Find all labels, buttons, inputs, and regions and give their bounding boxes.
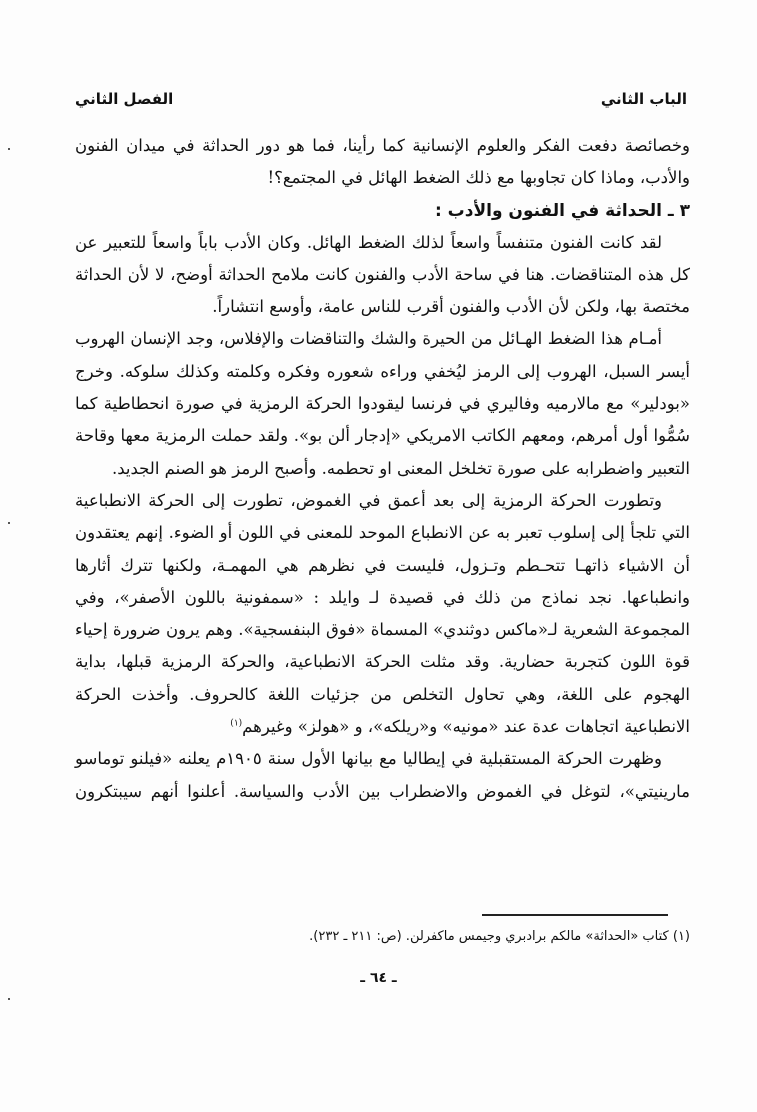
scan-speck — [8, 522, 10, 524]
paragraph-intro: وخصائصة دفعت الفكر والعلوم الإنسانية كما رأينا، فما هو دور الحداثة في ميدان الفنون والأدب، وماذا كان تجاوبها مع ذلك الضغط الهائل في المجتمع؟! — [75, 136, 690, 188]
paragraph: وظهرت الحركة المستقبلية في إيطاليا مع بيانها الأول سنة ١٩٠٥م يعلنه «فيلنو توماسو مارينيتي»، لتوغل في الغموض والاضطراب بين الأدب والسياسة. أعلنوا أنهم سيبتكرون — [75, 749, 690, 801]
chapter-title: الفصل الثاني — [75, 90, 174, 108]
page-number: ـ ٦٤ ـ — [360, 970, 397, 986]
scan-speck — [8, 148, 10, 150]
footnote-reference[interactable]: (١) — [230, 718, 243, 729]
paragraph-text: وتطورت الحركة الرمزية إلى بعد أعمق في الغموض، تطورت إلى الحركة الانطباعية التي تلجأ إلى إسلوب تعبر به عن الانطباع الموحد للمعنى في اللون أو الضوء. إنهم يعتقدون أن الاشياء ذاتهـا تتحـطم وتـزول، فليست في نظرهم هي المهمـة، ولكنها تترك أثارها وانطباعها. نجد نماذج من ذلك في قصيدة لـ وايلد : «سمفونية باللون الأصفر»، وفي المجموعة الشعرية لـ«ماكس دوثندي» المسماة «فوق البنفسجية». وهم يرون ضرورة إحياء قوة اللون كتجربة حضارية. وقد مثلت الحركة الانطباعية، والحركة الرمزية قبلها، بداية الهجوم على اللغة، وهي تحاول التخلص من جزئيات اللغة كالحروف. وأخذت الحركة الانطباعية اتجاهات عدة عند «مونيه» و«ريلكه»، و «هولز» وغيرهم — [75, 490, 690, 737]
paragraph-with-footnote — [75, 485, 690, 743]
section-heading: ٣ ـ الحداثة في الفنون والأدب : — [434, 200, 690, 221]
paragraph: لقد كانت الفنون متنفساً واسعاً لذلك الضغط الهائل. وكان الأدب باباً واسعاً للتعبير عن كل هذه المتناقضات. هنا في ساحة الأدب والفنون كانت ملامح الحداثة أوضح، لا لأن الحداثة مختصة بها، ولكن لأن الأدب والفنون أقرب للناس عامة، وأوسع انتشاراً. — [75, 232, 690, 317]
part-title: الباب الثاني — [600, 90, 687, 108]
scan-speck — [8, 998, 10, 1000]
running-header — [75, 86, 687, 112]
body-text — [75, 130, 690, 808]
footnote: (١) كتاب «الحداثة» مالكم برادبري وجيمس ماكفرلن. (ص: ٢١١ ـ ٢٣٢). — [309, 929, 690, 944]
paragraph: أمـام هذا الضغط الهـائل من الحيرة والشك والتناقضات والإفلاس، وجد الإنسان الهروب أيسر السبل، الهروب إلى الرمز ليُخفي وراءه شعوره وفكره وكلمته وكذلك سلوكه. وخرج «بودلير» مع مالارميه وفاليري في فرنسا ليقودوا الحركة الرمزية في صورة انحطاطية كما سُمُّوا أول أمرهم، ومعهم الكاتب الامريكي «إدجار ألن بو». ولقد حملت الرمزية معها وقاحة التعبير واضطرابه على صورة تخلخل المعنى او تحطمه. وأصبح الرمز هو الصنم الجديد. — [75, 329, 690, 478]
footnote-separator — [482, 914, 668, 916]
